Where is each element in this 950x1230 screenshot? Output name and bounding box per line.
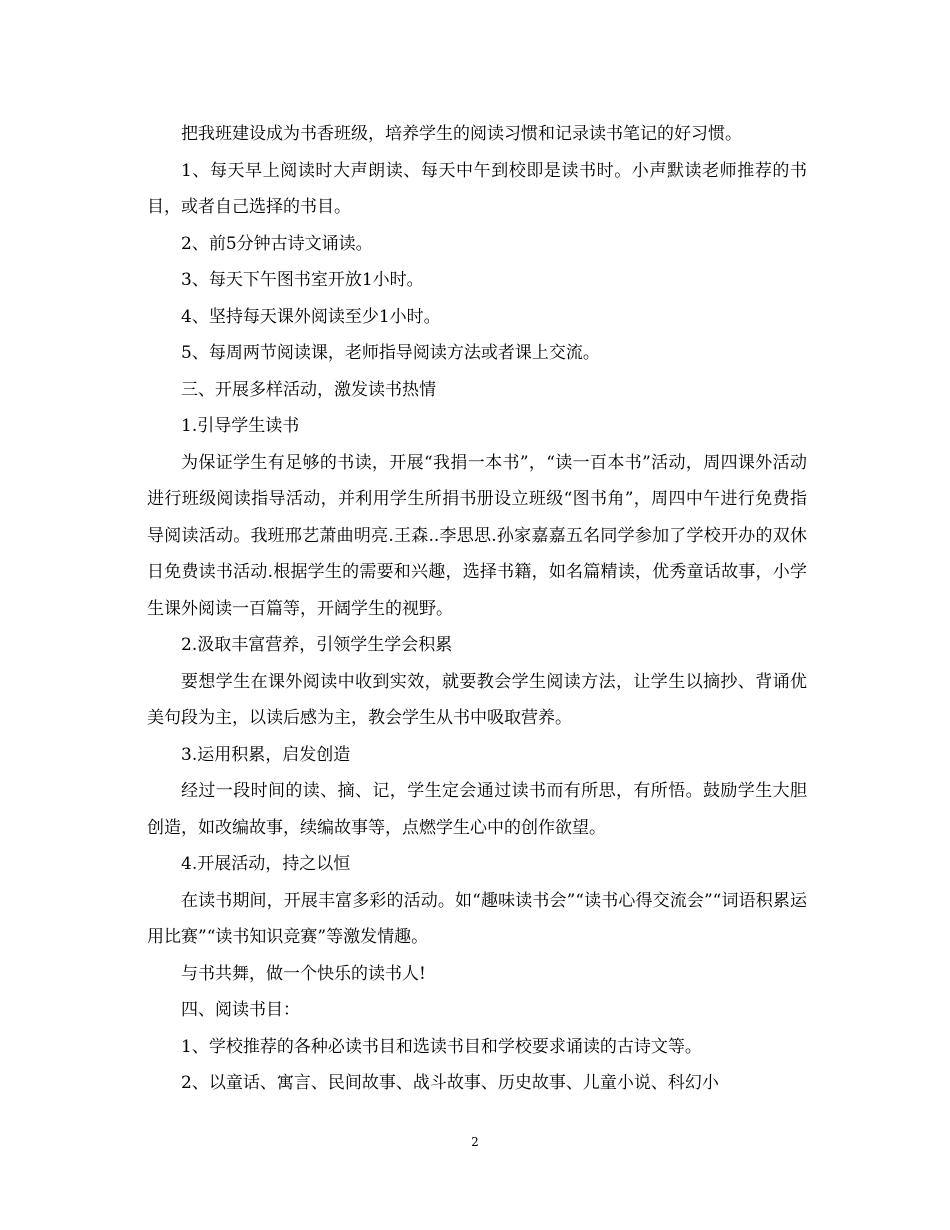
paragraph-guide-reading: 为保证学生有足够的书读，开展“我捐一本书”，“读一百本书”活动，周四课外活动进行班级阅读指导活动，并利用学生所捐书册设立班级“图书角”，周四中午进行免费指导阅读活动。我班邢艺萧曲明亮.王森..李思思.孙家嘉嘉五名同学参加了学校开办的双休日免费读书活动.根据学生的需要和兴趣，选择书籍，如名篇精读，优秀童话故事，小学生课外阅读一百篇等，开阔学生的视野。 xyxy=(147,452,807,619)
subheading-1: 1.引导学生读书 xyxy=(181,416,300,436)
paragraph-create: 经过一段时间的读、摘、记，学生定会通过读书而有所思，有所悟。鼓励学生大胆创造，如改编故事，续编故事等，点燃学生心中的创作欲望。 xyxy=(147,781,807,838)
paragraph-slogan: 与书共舞，做一个快乐的读书人! xyxy=(181,963,426,984)
paragraph-item-2: 2、前5分钟古诗文诵读。 xyxy=(181,233,373,254)
subheading-4: 4.开展活动，持之以恒 xyxy=(181,854,351,874)
paragraph-booklist-1: 1、学校推荐的各种必读书目和选读书目和学校要求诵读的古诗文等。 xyxy=(181,1036,702,1057)
subheading-2: 2.汲取丰富营养，引领学生学会积累 xyxy=(181,635,453,655)
subheading-3: 3.运用积累，启发创造 xyxy=(181,744,351,765)
section-heading-4: 四、阅读书目： xyxy=(181,1000,300,1020)
paragraph-goal: 把我班建设成为书香班级，培养学生的阅读习惯和记录读书笔记的好习惯。 xyxy=(181,124,742,144)
paragraph-item-5: 5、每周两节阅读课，老师指导阅读方法或者课上交流。 xyxy=(181,343,600,363)
paragraph-item-4: 4、坚持每天课外阅读至少1小时。 xyxy=(181,306,441,327)
page-number: 2 xyxy=(471,1135,479,1149)
paragraph-item-1: 1、每天早上阅读时大声朗读、每天中午到校即是读书时。小声默读老师推荐的书目，或者自己选择的书目。 xyxy=(147,160,807,217)
paragraph-item-3: 3、每天下午图书室开放1小时。 xyxy=(181,270,424,290)
paragraph-activities: 在读书期间，开展丰富多彩的活动。如“趣味读书会”“读书心得交流会”“词语积累运用比赛”“读书知识竞赛”等激发情趣。 xyxy=(147,890,807,947)
paragraph-accumulate: 要想学生在课外阅读中收到实效，就要教会学生阅读方法，让学生以摘抄、背诵优美句段为主，以读后感为主，教会学生从书中吸取营养。 xyxy=(147,671,807,728)
document-body xyxy=(147,116,807,1102)
paragraph-booklist-2: 2、以童话、寓言、民间故事、战斗故事、历史故事、儿童小说、科幻小 xyxy=(181,1073,719,1093)
section-heading-3: 三、开展多样活动，激发读书热情 xyxy=(181,379,436,400)
